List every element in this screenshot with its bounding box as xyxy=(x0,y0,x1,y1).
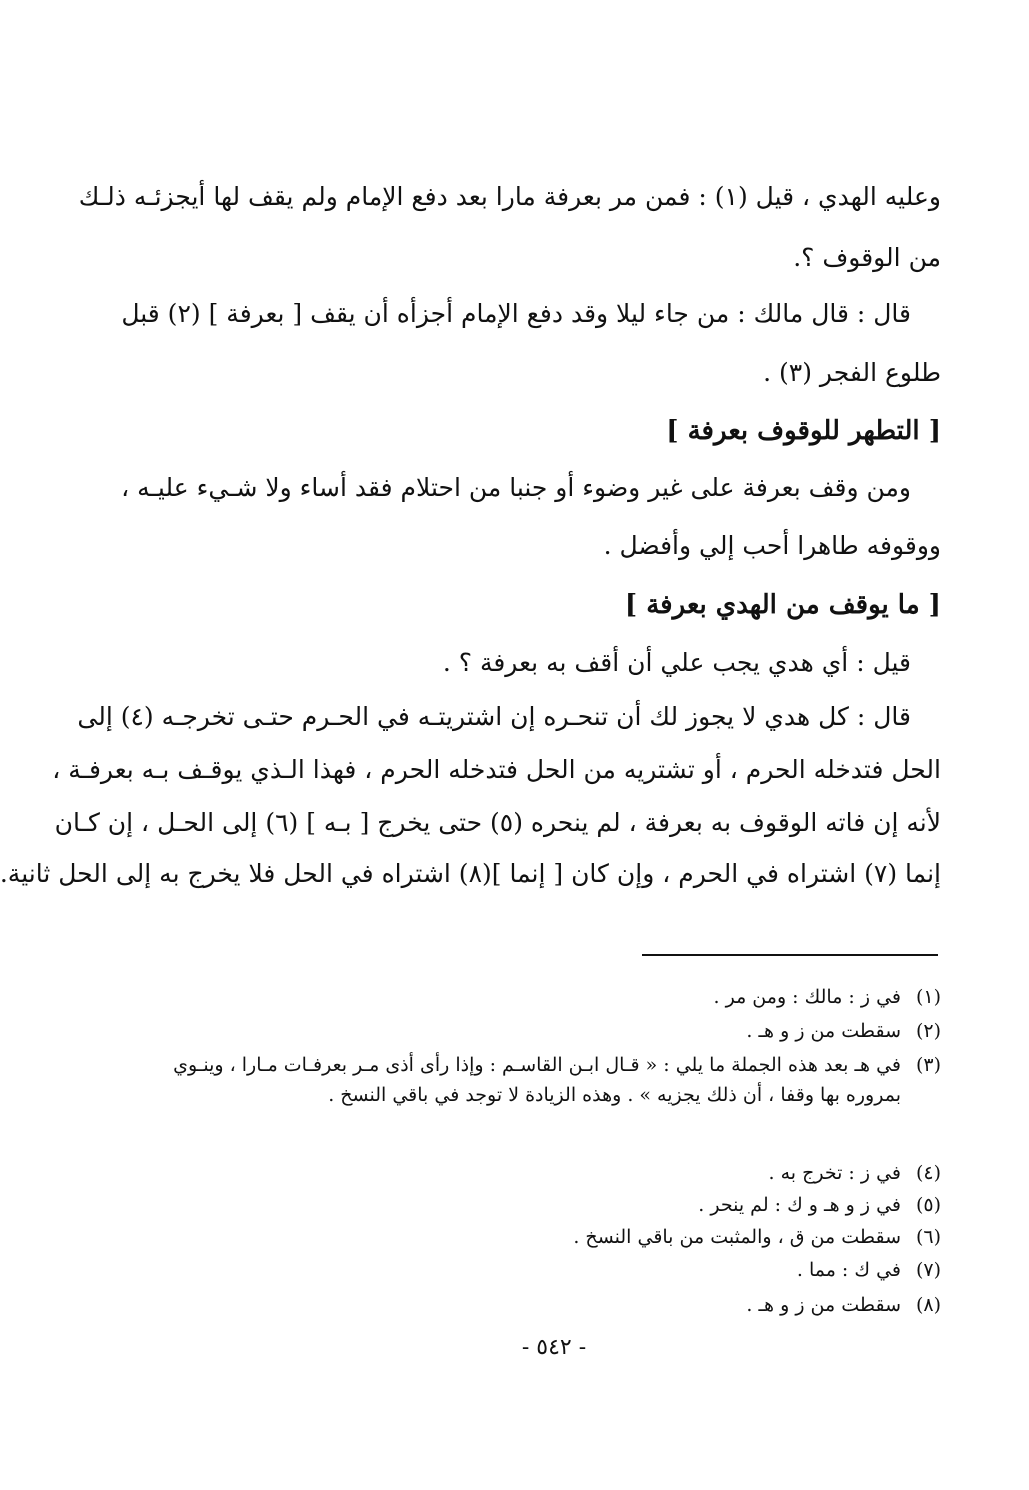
footnote-number: (٢) xyxy=(915,1020,941,1042)
footnote-number: (١) xyxy=(915,986,941,1008)
footnote-divider xyxy=(642,954,938,956)
footnote-text: سقطت من ز و هـ . xyxy=(746,1020,901,1042)
footnote-text: في هـ بعد هذه الجملة ما يلي : « قـال ابـن القاسـم : وإذا رأى أذى مـر بعرفـات مـارا ، وينـوي xyxy=(173,1054,901,1076)
footnote-text: في ز : تخرج به . xyxy=(768,1162,901,1184)
body-line: طلوع الفجر (٣) . xyxy=(763,358,941,387)
body-line: ووقوفه طاهرا أحب إلي وأفضل . xyxy=(603,531,941,560)
body-line: وعليه الهدي ، قيل (١) : فمن مر بعرفة مارا بعد دفع الإمام ولم يقف لها أيجزئـه ذلـك xyxy=(78,182,941,211)
body-line: قيل : أي هدي يجب علي أن أقف به بعرفة ؟ . xyxy=(442,648,911,677)
footnote xyxy=(165,1290,941,1320)
footnote xyxy=(165,982,941,1012)
footnote-text: في ز و هـ و ك : لم ينحر . xyxy=(698,1194,901,1216)
body-line: قال : قال مالك : من جاء ليلا وقد دفع الإمام أجزأه أن يقف [ بعرفة ] (٢) قبل xyxy=(121,299,911,328)
page-number: - ٥٤٢ - xyxy=(521,1335,587,1360)
footnote-text: سقطت من ز و هـ . xyxy=(746,1294,901,1316)
footnote xyxy=(165,1158,941,1188)
footnote-number: (٥) xyxy=(915,1194,941,1216)
footnote-text: في ز : مالك : ومن مر . xyxy=(713,986,901,1008)
footnote-text: في ك : مما . xyxy=(796,1259,901,1281)
footnote-number: (٤) xyxy=(915,1162,941,1184)
body-line: لأنه إن فاته الوقوف به بعرفة ، لم ينحره (٥) حتى يخرج [ بـه ] (٦) إلى الحـل ، إن كـان xyxy=(54,808,941,837)
footnote-number: (٧) xyxy=(915,1259,941,1281)
footnote xyxy=(165,1016,941,1046)
footnote-text: سقطت من ق ، والمثبت من باقي النسخ . xyxy=(573,1226,901,1248)
footnote-number: (٦) xyxy=(915,1226,941,1248)
body-line: إنما (٧) اشتراه في الحرم ، وإن كان [ إنما ](٨) اشتراه في الحل فلا يخرج به إلى الحل ثانية. xyxy=(0,859,941,888)
footnote xyxy=(165,1050,941,1110)
footnote-text-continued: بمروره بها وقفا ، أن ذلك يجزيه » . وهذه الزيادة لا توجد في باقي النسخ . xyxy=(328,1084,901,1106)
body-line: قال : كل هدي لا يجوز لك أن تنحـره إن اشتريتـه في الحـرم حتـى تخرجـه (٤) إلى xyxy=(77,702,911,731)
body-line: ومن وقف بعرفة على غير وضوء أو جنبا من احتلام فقد أساء ولا شـيء عليـه ، xyxy=(121,473,911,502)
footnote xyxy=(165,1190,941,1220)
footnote xyxy=(165,1222,941,1252)
footnote xyxy=(165,1255,941,1285)
section-heading: [ التطهر للوقوف بعرفة ] xyxy=(666,416,941,446)
section-heading: [ ما يوقف من الهدي بعرفة ] xyxy=(624,590,941,620)
body-line: من الوقوف ؟. xyxy=(793,243,941,272)
footnote-number: (٨) xyxy=(915,1294,941,1316)
body-line: الحل فتدخله الحرم ، أو تشتريه من الحل فتدخله الحرم ، فهذا الـذي يوقـف بـه بعرفـة ، xyxy=(52,755,941,784)
footnote-number: (٣) xyxy=(915,1054,941,1076)
